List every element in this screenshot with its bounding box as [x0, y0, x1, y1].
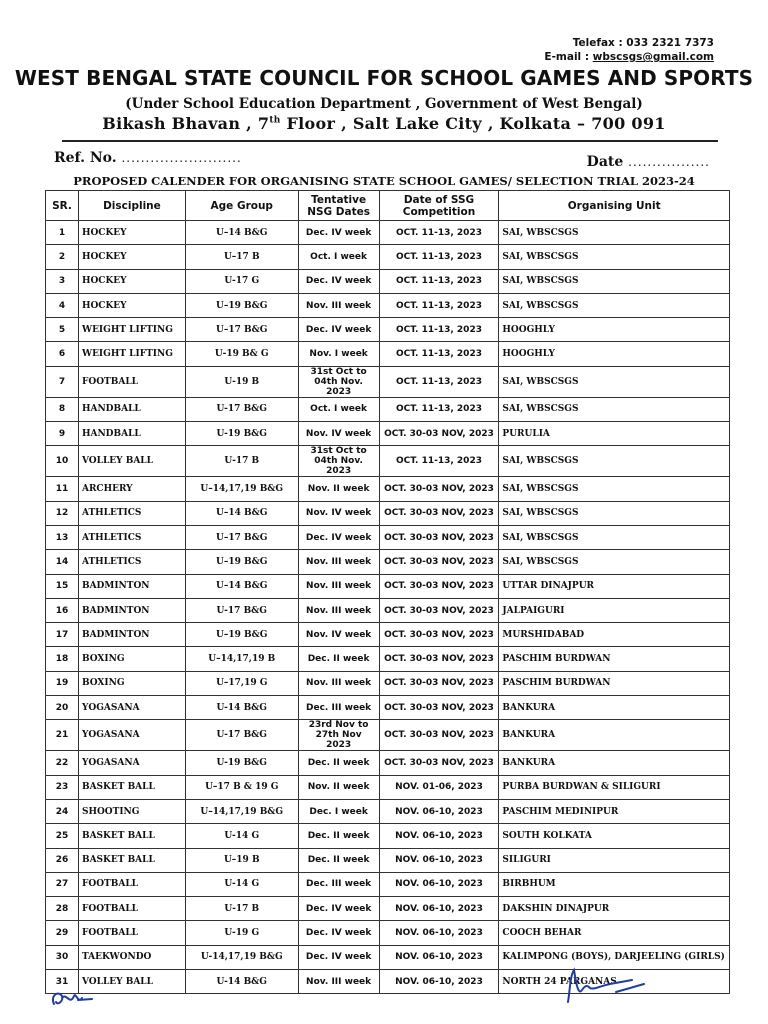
age-group-cell: U-14 B&G — [185, 970, 298, 994]
ssg-date-cell: NOV. 06-10, 2023 — [379, 970, 499, 994]
email-line — [544, 50, 714, 64]
discipline-cell: HANDBALL — [78, 397, 185, 421]
ref-number — [54, 150, 242, 166]
table-row — [46, 525, 730, 549]
discipline-cell: YOGASANA — [78, 720, 185, 751]
organising-unit-cell: BANKURA — [499, 751, 730, 775]
table-row — [46, 598, 730, 622]
ssg-date-cell: NOV. 06-10, 2023 — [379, 945, 499, 969]
age-group-cell: U–14,17,19 B — [185, 647, 298, 671]
age-group-cell: U–17,19 G — [185, 671, 298, 695]
organising-unit-cell: BANKURA — [499, 696, 730, 720]
nsg-dates-cell: Nov. II week — [298, 477, 379, 501]
table-row — [46, 751, 730, 775]
organising-unit-cell: PURBA BURDWAN & SILIGURI — [499, 775, 730, 799]
age-group-cell: U–19 B&G — [185, 293, 298, 317]
organising-unit-cell: SAI, WBSCSGS — [499, 550, 730, 574]
organising-unit-cell: SAI, WBSCSGS — [499, 477, 730, 501]
ref-label: Ref. No. — [54, 150, 117, 166]
age-group-cell: U-19 B — [185, 366, 298, 397]
nsg-dates-cell: Dec. IV week — [298, 221, 379, 245]
nsg-dates-cell: Dec. III week — [298, 696, 379, 720]
header-ssg-line1: Date of SSG — [403, 193, 475, 206]
nsg-dates-cell: Nov. I week — [298, 342, 379, 366]
date-label: Date — [586, 154, 624, 170]
organising-unit-cell: SAI, WBSCSGS — [499, 525, 730, 549]
sr-cell: 9 — [46, 422, 79, 446]
table-row — [46, 671, 730, 695]
nsg-dates-cell: Dec. III week — [298, 872, 379, 896]
sr-cell: 10 — [46, 446, 79, 477]
table-row — [46, 422, 730, 446]
discipline-cell: HOCKEY — [78, 293, 185, 317]
table-row — [46, 720, 730, 751]
header-divider — [62, 140, 718, 142]
table-row — [46, 872, 730, 896]
ssg-date-cell: OCT. 30-03 NOV, 2023 — [379, 696, 499, 720]
organising-unit-cell: SAI, WBSCSGS — [499, 501, 730, 525]
header-ssg-date — [379, 191, 499, 221]
organising-unit-cell: PASCHIM MEDINIPUR — [499, 799, 730, 823]
discipline-cell: HOCKEY — [78, 245, 185, 269]
organising-unit-cell: HOOGHLY — [499, 318, 730, 342]
age-group-cell: U–14 B&G — [185, 574, 298, 598]
nsg-dates-cell: Oct. I week — [298, 397, 379, 421]
organising-unit-cell: DAKSHIN DINAJPUR — [499, 897, 730, 921]
sr-cell: 24 — [46, 799, 79, 823]
organising-unit-cell: SAI, WBSCSGS — [499, 446, 730, 477]
organisation-title: WEST BENGAL STATE COUNCIL FOR SCHOOL GAMES AND SPORTS — [14, 66, 754, 90]
sr-cell: 22 — [46, 751, 79, 775]
ssg-date-cell: OCT. 30-03 NOV, 2023 — [379, 751, 499, 775]
table-row — [46, 221, 730, 245]
ssg-date-cell: OCT. 30-03 NOV, 2023 — [379, 422, 499, 446]
table-row — [46, 318, 730, 342]
sr-cell: 26 — [46, 848, 79, 872]
sr-cell: 11 — [46, 477, 79, 501]
organisation-subtitle: (Under School Education Department , Government of West Bengal) — [125, 96, 643, 112]
header-sr: SR. — [46, 191, 79, 221]
ssg-date-cell: OCT. 11-13, 2023 — [379, 342, 499, 366]
organising-unit-cell: BIRBHUM — [499, 872, 730, 896]
sr-cell: 3 — [46, 269, 79, 293]
ssg-date-cell: OCT. 11-13, 2023 — [379, 366, 499, 397]
sr-cell: 16 — [46, 598, 79, 622]
organising-unit-cell: NORTH 24 PARGANAS — [499, 970, 730, 994]
nsg-dates-cell: Nov. IV week — [298, 623, 379, 647]
age-group-cell: U–14 B&G — [185, 501, 298, 525]
discipline-cell: YOGASANA — [78, 696, 185, 720]
age-group-cell: U-17 B&G — [185, 397, 298, 421]
nsg-dates-cell: Dec. IV week — [298, 945, 379, 969]
date-field — [587, 154, 710, 170]
organising-unit-cell: HOOGHLY — [499, 342, 730, 366]
header-nsg-line2: NSG Dates — [307, 205, 371, 218]
age-group-cell: U-14 B&G — [185, 696, 298, 720]
nsg-dates-cell: Nov. III week — [298, 970, 379, 994]
age-group-cell: U-14 G — [185, 872, 298, 896]
discipline-cell: HANDBALL — [78, 422, 185, 446]
sr-cell: 18 — [46, 647, 79, 671]
discipline-cell: BADMINTON — [78, 598, 185, 622]
age-group-cell: U-14 G — [185, 824, 298, 848]
document-title: PROPOSED CALENDER FOR ORGANISING STATE SCHOOL GAMES/ SELECTION TRIAL 2023-24 — [73, 174, 695, 188]
sr-cell: 21 — [46, 720, 79, 751]
calendar-table — [45, 190, 730, 994]
nsg-dates-cell: Dec. IV week — [298, 897, 379, 921]
age-group-cell: U–17 B&G — [185, 525, 298, 549]
discipline-cell: ATHLETICS — [78, 501, 185, 525]
discipline-cell: WEIGHT LIFTING — [78, 342, 185, 366]
organising-unit-cell: SAI, WBSCSGS — [499, 397, 730, 421]
table-row — [46, 647, 730, 671]
sr-cell: 13 — [46, 525, 79, 549]
discipline-cell: WEIGHT LIFTING — [78, 318, 185, 342]
age-group-cell: U–14,17,19 B&G — [185, 799, 298, 823]
table-row — [46, 550, 730, 574]
telefax: Telefax : 033 2321 7373 — [572, 37, 714, 49]
table-row — [46, 245, 730, 269]
discipline-cell: VOLLEY BALL — [78, 446, 185, 477]
discipline-cell: BADMINTON — [78, 574, 185, 598]
ssg-date-cell: OCT. 11-13, 2023 — [379, 397, 499, 421]
sr-cell: 23 — [46, 775, 79, 799]
ssg-date-cell: OCT. 11-13, 2023 — [379, 269, 499, 293]
discipline-cell: FOOTBALL — [78, 872, 185, 896]
organising-unit-cell: PURULIA — [499, 422, 730, 446]
sr-cell: 5 — [46, 318, 79, 342]
age-group-cell: U-14,17,19 B&G — [185, 945, 298, 969]
ssg-date-cell: OCT. 11-13, 2023 — [379, 318, 499, 342]
age-group-cell: U-17 B — [185, 446, 298, 477]
sr-cell: 20 — [46, 696, 79, 720]
ssg-date-cell: OCT. 30-03 NOV, 2023 — [379, 623, 499, 647]
organising-unit-cell: SAI, WBSCSGS — [499, 366, 730, 397]
nsg-dates-cell: Nov. II week — [298, 775, 379, 799]
sr-cell: 15 — [46, 574, 79, 598]
sr-cell: 31 — [46, 970, 79, 994]
address-part-1: Bikash Bhavan , 7 — [102, 114, 270, 133]
table-row — [46, 342, 730, 366]
table-row — [46, 269, 730, 293]
table-row — [46, 366, 730, 397]
age-group-cell: U–14 B&G — [185, 221, 298, 245]
sr-cell: 14 — [46, 550, 79, 574]
age-group-cell: U–17 B & 19 G — [185, 775, 298, 799]
nsg-dates-cell: Nov. III week — [298, 293, 379, 317]
organising-unit-cell: JALPAIGURI — [499, 598, 730, 622]
ssg-date-cell: NOV. 06-10, 2023 — [379, 897, 499, 921]
discipline-cell: YOGASANA — [78, 751, 185, 775]
nsg-dates-cell: Dec. IV week — [298, 525, 379, 549]
nsg-dates-cell: Dec. II week — [298, 751, 379, 775]
sr-cell: 6 — [46, 342, 79, 366]
nsg-dates-cell: Dec. II week — [298, 848, 379, 872]
nsg-dates-cell: Dec. II week — [298, 647, 379, 671]
handwritten-signature-icon — [560, 962, 650, 1004]
nsg-dates-cell: Nov. III week — [298, 550, 379, 574]
sr-cell: 2 — [46, 245, 79, 269]
ssg-date-cell: OCT. 11-13, 2023 — [379, 245, 499, 269]
discipline-cell: HOCKEY — [78, 269, 185, 293]
age-group-cell: U–19 B&G — [185, 623, 298, 647]
organising-unit-cell: KALIMPONG (BOYS), DARJEELING (GIRLS) — [499, 945, 730, 969]
age-group-cell: U–14,17,19 B&G — [185, 477, 298, 501]
organising-unit-cell: PASCHIM BURDWAN — [499, 671, 730, 695]
discipline-cell: BADMINTON — [78, 623, 185, 647]
table-row — [46, 623, 730, 647]
organisation-address — [0, 114, 768, 133]
ssg-date-cell: OCT. 30-03 NOV, 2023 — [379, 647, 499, 671]
organising-unit-cell: UTTAR DINAJPUR — [499, 574, 730, 598]
age-group-cell: U–19 B — [185, 848, 298, 872]
sr-cell: 30 — [46, 945, 79, 969]
age-group-cell: U–17 B&G — [185, 318, 298, 342]
ssg-date-cell: NOV. 06-10, 2023 — [379, 872, 499, 896]
address-part-2: Floor , Salt Lake City , Kolkata – 700 091 — [280, 114, 666, 133]
organising-unit-cell: PASCHIM BURDWAN — [499, 647, 730, 671]
organising-unit-cell: SILIGURI — [499, 848, 730, 872]
discipline-cell: HOCKEY — [78, 221, 185, 245]
discipline-cell: FOOTBALL — [78, 897, 185, 921]
ssg-date-cell: OCT. 11-13, 2023 — [379, 293, 499, 317]
discipline-cell: FOOTBALL — [78, 921, 185, 945]
sr-cell: 17 — [46, 623, 79, 647]
age-group-cell: U-17 G — [185, 269, 298, 293]
discipline-cell: BASKET BALL — [78, 824, 185, 848]
address-superscript: th — [269, 115, 281, 126]
discipline-cell: SHOOTING — [78, 799, 185, 823]
discipline-cell: FOOTBALL — [78, 366, 185, 397]
ssg-date-cell: NOV. 06-10, 2023 — [379, 824, 499, 848]
nsg-dates-cell: 31st Oct to 04th Nov. 2023 — [298, 446, 379, 477]
ssg-date-cell: OCT. 30-03 NOV, 2023 — [379, 720, 499, 751]
nsg-dates-cell: Nov. III week — [298, 574, 379, 598]
organising-unit-cell: MURSHIDABAD — [499, 623, 730, 647]
sr-cell: 1 — [46, 221, 79, 245]
ssg-date-cell: OCT. 11-13, 2023 — [379, 221, 499, 245]
sr-cell: 19 — [46, 671, 79, 695]
ssg-date-cell: NOV. 06-10, 2023 — [379, 921, 499, 945]
discipline-cell: BASKET BALL — [78, 775, 185, 799]
date-dots: ................. — [628, 155, 710, 169]
organising-unit-cell: SAI, WBSCSGS — [499, 245, 730, 269]
ssg-date-cell: OCT. 30-03 NOV, 2023 — [379, 574, 499, 598]
nsg-dates-cell: Nov. IV week — [298, 501, 379, 525]
sr-cell: 7 — [46, 366, 79, 397]
nsg-dates-cell: Dec. IV week — [298, 921, 379, 945]
nsg-dates-cell: Nov. IV week — [298, 422, 379, 446]
age-group-cell: U-19 B&G — [185, 422, 298, 446]
ssg-date-cell: OCT. 11-13, 2023 — [379, 446, 499, 477]
age-group-cell: U-19 B&G — [185, 751, 298, 775]
nsg-dates-cell: 31st Oct to 04th Nov. 2023 — [298, 366, 379, 397]
nsg-dates-cell: Nov. III week — [298, 671, 379, 695]
age-group-cell: U-19 B& G — [185, 342, 298, 366]
sr-cell: 29 — [46, 921, 79, 945]
organising-unit-cell: BANKURA — [499, 720, 730, 751]
table-row — [46, 696, 730, 720]
ssg-date-cell: OCT. 30-03 NOV, 2023 — [379, 598, 499, 622]
header-discipline: Discipline — [78, 191, 185, 221]
nsg-dates-cell: 23rd Nov to 27th Nov 2023 — [298, 720, 379, 751]
ssg-date-cell: NOV. 01-06, 2023 — [379, 775, 499, 799]
handwritten-initials-icon — [48, 984, 96, 1012]
table-row — [46, 897, 730, 921]
nsg-dates-cell: Dec. I week — [298, 799, 379, 823]
header-nsg-line1: Tentative — [311, 193, 367, 206]
age-group-cell: U–17 B — [185, 245, 298, 269]
nsg-dates-cell: Dec. IV week — [298, 318, 379, 342]
ssg-date-cell: OCT. 30-03 NOV, 2023 — [379, 525, 499, 549]
organising-unit-cell: COOCH BEHAR — [499, 921, 730, 945]
table-row — [46, 848, 730, 872]
age-group-cell: U-19 G — [185, 921, 298, 945]
table-row — [46, 501, 730, 525]
nsg-dates-cell: Dec. IV week — [298, 269, 379, 293]
discipline-cell: ATHLETICS — [78, 550, 185, 574]
discipline-cell: ATHLETICS — [78, 525, 185, 549]
discipline-cell: BASKET BALL — [78, 848, 185, 872]
table-row — [46, 921, 730, 945]
age-group-cell: U-17 B&G — [185, 720, 298, 751]
sr-cell: 4 — [46, 293, 79, 317]
sr-cell: 28 — [46, 897, 79, 921]
contact-block — [544, 36, 714, 64]
discipline-cell: VOLLEY BALL — [78, 970, 185, 994]
email-address[interactable]: wbscsgs@gmail.com — [592, 51, 714, 63]
table-row — [46, 775, 730, 799]
ssg-date-cell: OCT. 30-03 NOV, 2023 — [379, 501, 499, 525]
table-row — [46, 446, 730, 477]
age-group-cell: U-17 B — [185, 897, 298, 921]
organising-unit-cell: SAI, WBSCSGS — [499, 221, 730, 245]
ref-dots: ......................... — [121, 151, 242, 165]
table-row — [46, 397, 730, 421]
nsg-dates-cell: Dec. II week — [298, 824, 379, 848]
organising-unit-cell: SAI, WBSCSGS — [499, 293, 730, 317]
sr-cell: 12 — [46, 501, 79, 525]
ssg-date-cell: OCT. 30-03 NOV, 2023 — [379, 477, 499, 501]
table-body — [46, 221, 730, 994]
header-organising-unit: Organising Unit — [499, 191, 730, 221]
header-nsg-dates — [298, 191, 379, 221]
table-row — [46, 574, 730, 598]
sr-cell: 27 — [46, 872, 79, 896]
discipline-cell: BOXING — [78, 671, 185, 695]
table-row — [46, 477, 730, 501]
table-row — [46, 293, 730, 317]
ssg-date-cell: NOV. 06-10, 2023 — [379, 799, 499, 823]
table-row — [46, 824, 730, 848]
nsg-dates-cell: Nov. III week — [298, 598, 379, 622]
age-group-cell: U–19 B&G — [185, 550, 298, 574]
ssg-date-cell: OCT. 30-03 NOV, 2023 — [379, 671, 499, 695]
sr-cell: 8 — [46, 397, 79, 421]
discipline-cell: BOXING — [78, 647, 185, 671]
organising-unit-cell: SAI, WBSCSGS — [499, 269, 730, 293]
ssg-date-cell: OCT. 30-03 NOV, 2023 — [379, 550, 499, 574]
organising-unit-cell: SOUTH KOLKATA — [499, 824, 730, 848]
discipline-cell: ARCHERY — [78, 477, 185, 501]
discipline-cell: TAEKWONDO — [78, 945, 185, 969]
ssg-date-cell: NOV. 06-10, 2023 — [379, 848, 499, 872]
table-header-row — [46, 191, 730, 221]
table-row — [46, 799, 730, 823]
nsg-dates-cell: Oct. I week — [298, 245, 379, 269]
header-age-group: Age Group — [185, 191, 298, 221]
header-ssg-line2: Competition — [402, 205, 476, 218]
sr-cell: 25 — [46, 824, 79, 848]
email-prefix: E-mail : — [544, 51, 593, 63]
age-group-cell: U-17 B&G — [185, 598, 298, 622]
